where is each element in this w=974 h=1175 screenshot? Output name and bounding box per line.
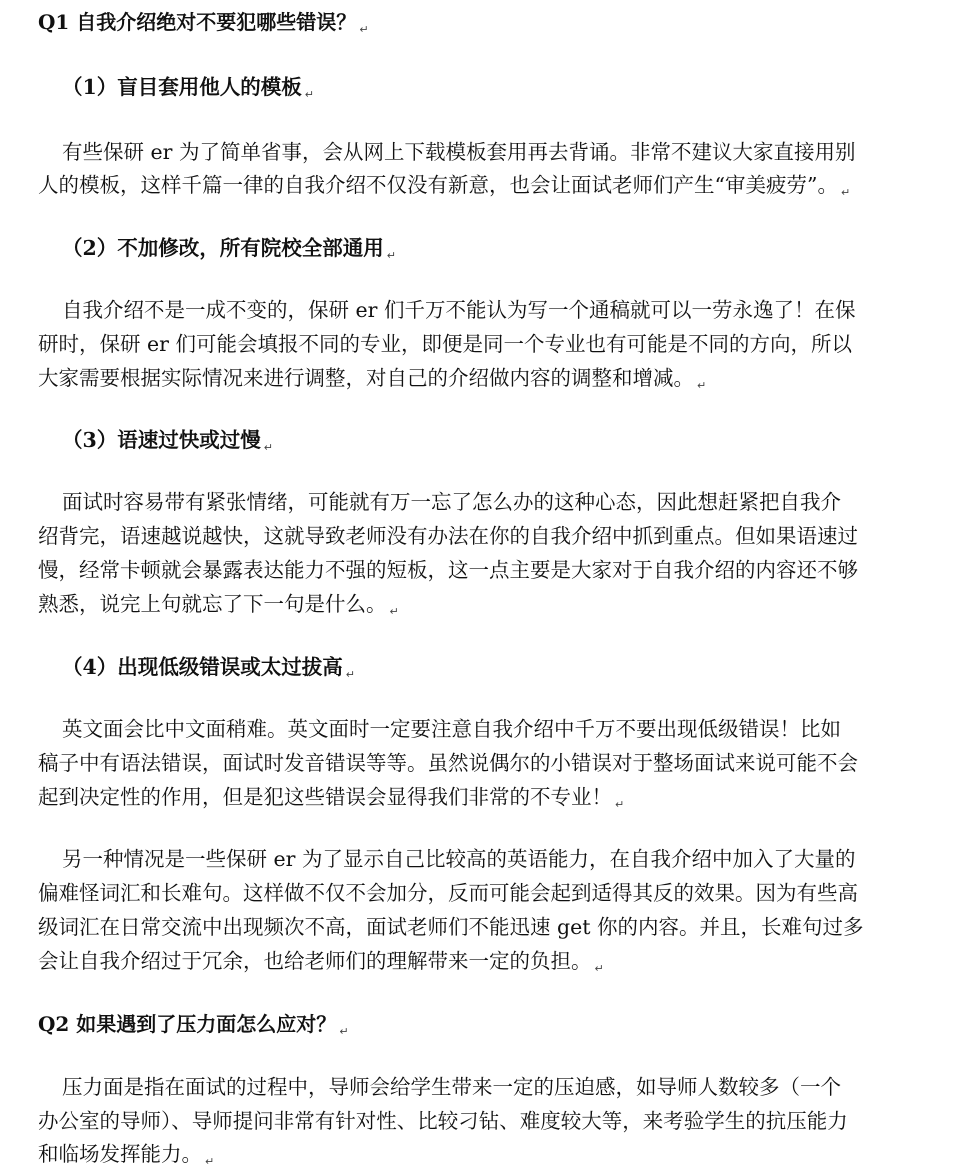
paragraph-line bbox=[62, 1075, 841, 1099]
paragraph-line bbox=[38, 366, 706, 398]
paragraph-line bbox=[62, 140, 855, 164]
line-text: 慢，经常卡顿就会暴露表达能力不强的短板，这一点主要是大家对于自我介绍的内容还不够 bbox=[38, 558, 858, 582]
line-text: 熟悉，说完上句就忘了下一句是什么。 bbox=[38, 592, 387, 616]
section-2-heading bbox=[62, 236, 396, 268]
section-1-heading-text: （1）盲目套用他人的模板 bbox=[62, 75, 302, 99]
paragraph-line bbox=[38, 1142, 214, 1174]
paragraph-mark-icon: ↵ bbox=[594, 962, 604, 975]
paragraph-line bbox=[62, 490, 841, 514]
line-text: 压力面是指在面试的过程中，导师会给学生带来一定的压迫感，如导师人数较多（一个 bbox=[62, 1075, 841, 1099]
q1-title bbox=[38, 10, 369, 42]
line-text: 办公室的导师）、导师提问非常有针对性、比较刁钻、难度较大等，来考验学生的抗压能力 bbox=[38, 1109, 848, 1133]
paragraph-line bbox=[62, 298, 855, 322]
paragraph-line bbox=[38, 332, 852, 356]
line-text: 英文面会比中文面稍难。英文面时一定要注意自我介绍中千万不要出现低级错误！比如 bbox=[62, 717, 841, 741]
line-text: 自我介绍不是一成不变的，保研 er 们千万不能认为写一个通稿就可以一劳永逸了！在保 bbox=[62, 298, 856, 322]
paragraph-mark-icon: ↵ bbox=[615, 798, 625, 811]
paragraph-line bbox=[38, 1109, 848, 1133]
paragraph-line bbox=[38, 881, 858, 905]
section-4-heading bbox=[62, 655, 355, 687]
paragraph-line bbox=[38, 915, 864, 939]
paragraph-mark-icon: ↵ bbox=[386, 249, 396, 262]
q1-title-text: Q1 自我介绍绝对不要犯哪些错误？ bbox=[38, 10, 357, 34]
line-text: 另一种情况是一些保研 er 为了显示自己比较高的英语能力，在自我介绍中加入了大量的 bbox=[62, 847, 856, 871]
q2-title bbox=[38, 1012, 349, 1044]
q2-title-text: Q2 如果遇到了压力面怎么应对？ bbox=[38, 1012, 337, 1036]
paragraph-mark-icon: ↵ bbox=[345, 668, 355, 681]
paragraph-line bbox=[38, 949, 604, 981]
section-1-heading bbox=[62, 75, 314, 107]
line-text: 偏难怪词汇和长难句。这样做不仅不会加分，反而可能会起到适得其反的效果。因为有些高 bbox=[38, 881, 858, 905]
line-text: 起到决定性的作用，但是犯这些错误会显得我们非常的不专业！ bbox=[38, 785, 612, 809]
paragraph-mark-icon: ↵ bbox=[359, 23, 369, 36]
paragraph-mark-icon: ↵ bbox=[840, 186, 851, 199]
line-text: 会让自我介绍过于冗余，也给老师们的理解带来一定的负担。 bbox=[38, 949, 592, 973]
line-text: 级词汇在日常交流中出现频次不高，面试老师们不能迅速 get 你的内容。并且，长难句过多 bbox=[38, 915, 864, 939]
paragraph-mark-icon: ↵ bbox=[304, 88, 314, 101]
section-2-heading-text: （2）不加修改，所有院校全部通用 bbox=[62, 236, 384, 260]
line-text: 面试时容易带有紧张情绪，可能就有万一忘了怎么办的这种心态，因此想赶紧把自我介 bbox=[62, 490, 841, 514]
paragraph-mark-icon: ↵ bbox=[389, 605, 399, 618]
paragraph-line bbox=[38, 592, 399, 624]
paragraph-line bbox=[38, 524, 858, 548]
paragraph-line bbox=[38, 785, 624, 817]
paragraph-line bbox=[38, 751, 858, 775]
section-3-heading bbox=[62, 428, 273, 460]
line-text: 大家需要根据实际情况来进行调整，对自己的介绍做内容的调整和增减。 bbox=[38, 366, 694, 390]
paragraph-mark-icon: ↵ bbox=[697, 379, 707, 392]
line-text: 和临场发挥能力。 bbox=[38, 1142, 202, 1166]
line-text: 研时，保研 er 们可能会填报不同的专业，即便是同一个专业也有可能是不同的方向，所以 bbox=[38, 332, 852, 356]
section-4-heading-text: （4）出现低级错误或太过拔高 bbox=[62, 655, 343, 679]
line-text: 绍背完，语速越说越快，这就导致老师没有办法在你的自我介绍中抓到重点。但如果语速过 bbox=[38, 524, 858, 548]
paragraph-mark-icon: ↵ bbox=[263, 441, 273, 454]
paragraph-line bbox=[62, 717, 841, 741]
paragraph-mark-icon: ↵ bbox=[205, 1155, 215, 1168]
line-text: 稿子中有语法错误，面试时发音错误等等。虽然说偶尔的小错误对于整场面试来说可能不会 bbox=[38, 751, 858, 775]
section-3-heading-text: （3）语速过快或过慢 bbox=[62, 428, 261, 452]
paragraph-line bbox=[38, 558, 858, 582]
line-text: 人的模板，这样千篇一律的自我介绍不仅没有新意，也会让面试老师们产生“审美疲劳”。 bbox=[38, 173, 838, 197]
paragraph-line bbox=[62, 847, 855, 871]
paragraph-line bbox=[38, 173, 850, 205]
paragraph-mark-icon: ↵ bbox=[339, 1025, 349, 1038]
line-text: 有些保研 er 为了简单省事，会从网上下载模板套用再去背诵。非常不建议大家直接用别 bbox=[62, 140, 856, 164]
